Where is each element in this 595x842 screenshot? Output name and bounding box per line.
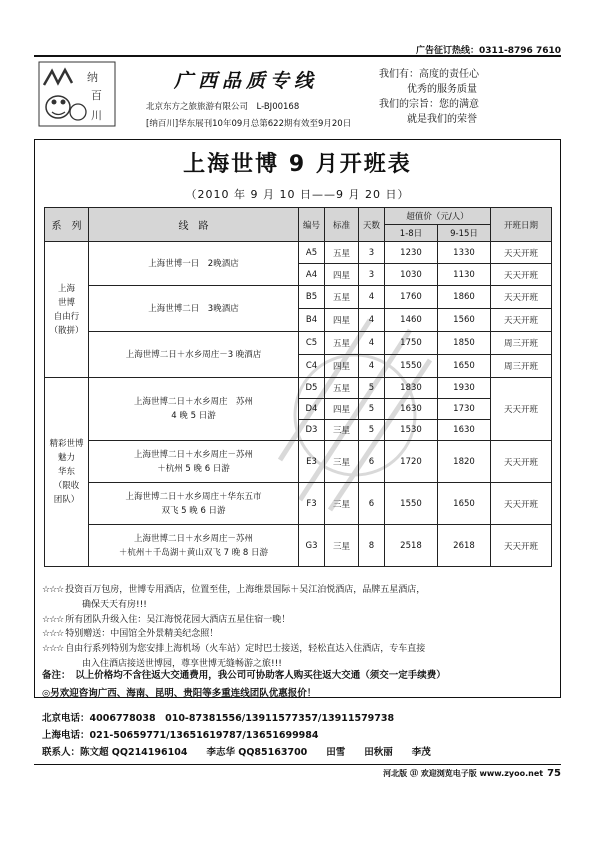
note-item	[42, 642, 557, 657]
days-cell: 8	[359, 525, 385, 567]
code-cell: D5	[299, 378, 325, 399]
header-price-a: 1-8日	[385, 225, 438, 242]
series-line: 魅力	[57, 453, 75, 463]
days-cell: 3	[359, 242, 385, 264]
header-standard: 标准	[325, 208, 359, 242]
standard-cell: 五星	[325, 286, 359, 309]
code-cell: A4	[299, 264, 325, 286]
standard-cell: 五星	[325, 378, 359, 399]
code-cell: B4	[299, 309, 325, 332]
note-text: 所有团队升级入住：吴江海悦花园大酒店五星住宿一晚！	[65, 614, 291, 625]
departure-cell: 天天开班	[491, 483, 552, 525]
standard-cell: 三星	[325, 525, 359, 567]
table-row	[45, 286, 552, 309]
series-line: 团队）	[53, 495, 80, 505]
route-line: 上海世博二日＋水乡周庄＋华东五市	[125, 491, 262, 502]
contact-persons: 联系人：陈文超 QQ214196104 李志华 QQ85163700 田雪 田秋丽 李茂	[42, 747, 431, 758]
note-item	[42, 583, 557, 598]
price-b-cell: 1650	[438, 483, 491, 525]
star-icon: ☆☆☆	[42, 629, 64, 640]
logo-char-2: 百	[91, 89, 102, 102]
route-line: 上海世博二日 3晚酒店	[148, 303, 239, 314]
route-line: 双飞 5 晚 6 日游	[161, 505, 226, 516]
departure-cell: 天天开班	[491, 242, 552, 264]
series-line: （限收	[53, 481, 80, 491]
price-b-cell: 1850	[438, 332, 491, 355]
code-cell: G3	[299, 525, 325, 567]
remark: 备注： 以上价格均不含往返大交通费用，我公司可协助客人购买往返大交通（须交一定手续费）	[42, 670, 446, 681]
header-series: 系 列	[45, 208, 89, 242]
logo-char-3: 川	[91, 109, 102, 122]
price-a-cell: 1720	[385, 441, 438, 483]
header-price: 超值价（元/人）	[385, 208, 491, 225]
note-text: 由入住酒店接送世博园，尊享世博无缝畅游之旅!!!	[82, 658, 282, 669]
standard-cell: 五星	[325, 242, 359, 264]
note-text: 投资百万包房，世博专用酒店，位置至佳，上海维景国际＋吴江泊悦酒店，品牌五星酒店，	[65, 585, 426, 595]
star-icon: ☆☆☆	[42, 614, 64, 625]
standard-cell: 四星	[325, 309, 359, 332]
code-cell: A5	[299, 242, 325, 264]
note-text: 确保天天有房!!!	[82, 599, 147, 610]
series-line: 世博	[57, 297, 75, 308]
note-item	[42, 613, 557, 628]
price-a-cell: 2518	[385, 525, 438, 567]
series-line: 自由行	[53, 311, 80, 322]
days-cell: 5	[359, 420, 385, 441]
ad-hotline: 广告征订热线：0311-8796 7610	[415, 46, 561, 56]
price-a-cell: 1630	[385, 399, 438, 420]
route-cell	[89, 286, 299, 332]
price-a-cell: 1760	[385, 286, 438, 309]
series-line: 华东	[57, 467, 75, 477]
departure-cell: 天天开班	[491, 525, 552, 567]
route-line: 上海世博二日＋水乡周庄－苏州	[133, 449, 253, 460]
standard-cell: 四星	[325, 399, 359, 420]
route-line: 上海世博二日＋水乡周庄－苏州	[133, 533, 253, 544]
price-b-cell: 1930	[438, 378, 491, 399]
route-cell	[89, 378, 299, 441]
days-cell: 4	[359, 332, 385, 355]
beijing-phone: 北京电话：4006778038 010-87381556/13911577357/13911579738	[42, 713, 395, 724]
route-line: ＋杭州＋千岛湖＋黄山双飞 7 晚 8 日游	[118, 547, 269, 558]
code-cell: D3	[299, 420, 325, 441]
table-row	[45, 378, 552, 399]
slogan-line: 就是我们的荣誉	[407, 114, 477, 125]
table-row	[45, 332, 552, 355]
price-a-cell: 1230	[385, 242, 438, 264]
note-text: 特别赠送：中国馆全外景精美纪念照！	[65, 629, 219, 640]
series-line: 上海	[57, 283, 75, 294]
price-a-cell: 1830	[385, 378, 438, 399]
days-cell: 3	[359, 264, 385, 286]
price-b-cell: 1650	[438, 355, 491, 378]
price-b-cell: 1860	[438, 286, 491, 309]
slogan-line: 我们的宗旨：您的满意	[379, 99, 479, 110]
route-line: 上海世博二日＋水乡周庄 苏州	[133, 397, 253, 407]
standard-cell: 三星	[325, 441, 359, 483]
departure-cell: 周三开班	[491, 332, 552, 355]
frog-logo-icon	[38, 61, 116, 127]
price-a-cell: 1550	[385, 483, 438, 525]
days-cell: 6	[359, 441, 385, 483]
table-row	[45, 242, 552, 264]
slogan-line: 我们有：高度的责任心	[379, 69, 479, 80]
table-row	[45, 525, 552, 567]
route-cell	[89, 483, 299, 525]
logo-char-1: 纳	[87, 71, 98, 84]
departure-cell: 天天开班	[491, 286, 552, 309]
series-line: 精彩世博	[49, 439, 84, 449]
note-item	[42, 627, 557, 642]
price-b-cell: 1560	[438, 309, 491, 332]
star-icon: ☆☆☆	[42, 644, 64, 655]
shanghai-phone: 上海电话：021-50659771/13651619787/13651699984	[42, 730, 319, 741]
standard-cell: 四星	[325, 264, 359, 286]
price-a-cell: 1460	[385, 309, 438, 332]
days-cell: 4	[359, 309, 385, 332]
notes-section	[42, 583, 557, 672]
schedule-table	[44, 207, 552, 567]
table-row	[45, 441, 552, 483]
standard-cell: 四星	[325, 355, 359, 378]
price-a-cell: 1750	[385, 332, 438, 355]
days-cell: 5	[359, 378, 385, 399]
standard-cell: 三星	[325, 420, 359, 441]
route-cell	[89, 441, 299, 483]
issue-info: [纳百川]华东展刊10年09月总第622期有效至9月20日	[146, 119, 352, 129]
footer	[383, 768, 561, 779]
standard-cell: 五星	[325, 332, 359, 355]
price-b-cell: 1330	[438, 242, 491, 264]
page-title: 上海世博 9 月开班表	[183, 152, 412, 177]
code-cell: F3	[299, 483, 325, 525]
code-cell: C4	[299, 355, 325, 378]
days-cell: 5	[359, 399, 385, 420]
price-b-cell: 1130	[438, 264, 491, 286]
header-price-b: 9-15日	[438, 225, 491, 242]
header-code: 编号	[299, 208, 325, 242]
header-departure: 开班日期	[491, 208, 552, 242]
days-cell: 4	[359, 355, 385, 378]
page-number: 75	[547, 768, 561, 779]
code-cell: D4	[299, 399, 325, 420]
route-line: ＋杭州 5 晚 6 日游	[157, 463, 230, 474]
price-a-cell: 1550	[385, 355, 438, 378]
slogan	[379, 67, 479, 127]
standard-cell: 三星	[325, 483, 359, 525]
price-b-cell: 1730	[438, 399, 491, 420]
code-cell: C5	[299, 332, 325, 355]
price-a-cell: 1030	[385, 264, 438, 286]
code-cell: E3	[299, 441, 325, 483]
header-days: 天数	[359, 208, 385, 242]
note-text: 自由行系列特别为您安排上海机场（火车站）定时巴士接送，轻松直达入住酒店，专车直接	[65, 644, 426, 655]
departure-cell: 周三开班	[491, 355, 552, 378]
date-range: （2010 年 9 月 10 日——9 月 20 日）	[185, 188, 410, 201]
route-line: 4 晚 5 日游	[171, 411, 216, 421]
route-line: 上海世博一日 2晚酒店	[148, 258, 239, 269]
footer-text: 河北版 ㉛ 欢迎浏览电子版 www.zyoo.net	[383, 769, 544, 778]
route-cell	[89, 525, 299, 567]
departure-cell: 天天开班	[491, 264, 552, 286]
footer-rule	[34, 764, 561, 765]
route-line: 上海世博二日＋水乡周庄－3 晚酒店	[125, 349, 262, 360]
departure-cell: 天天开班	[491, 378, 552, 441]
price-b-cell: 1820	[438, 441, 491, 483]
route-cell	[89, 242, 299, 286]
price-a-cell: 1530	[385, 420, 438, 441]
promo-line: ◎另欢迎咨询广西、海南、昆明、贵阳等多重连线团队优惠报价！	[42, 688, 317, 699]
days-cell: 4	[359, 286, 385, 309]
company-name: 北京东方之旅旅游有限公司 L-BJ00168	[146, 102, 300, 112]
code-cell: B5	[299, 286, 325, 309]
brand-title: 广西品质专线	[174, 70, 319, 92]
price-b-cell: 2618	[438, 525, 491, 567]
header-route: 线 路	[89, 208, 299, 242]
header	[34, 57, 561, 139]
table-row	[45, 483, 552, 525]
departure-cell: 天天开班	[491, 441, 552, 483]
route-cell	[89, 332, 299, 378]
departure-cell: 天天开班	[491, 309, 552, 332]
slogan-line: 优秀的服务质量	[407, 84, 477, 95]
series-cell	[45, 378, 89, 567]
series-line: （散拼）	[49, 325, 84, 336]
table-header-row	[45, 208, 552, 225]
days-cell: 6	[359, 483, 385, 525]
star-icon: ☆☆☆	[42, 585, 64, 595]
price-b-cell: 1630	[438, 420, 491, 441]
series-cell	[45, 242, 89, 378]
